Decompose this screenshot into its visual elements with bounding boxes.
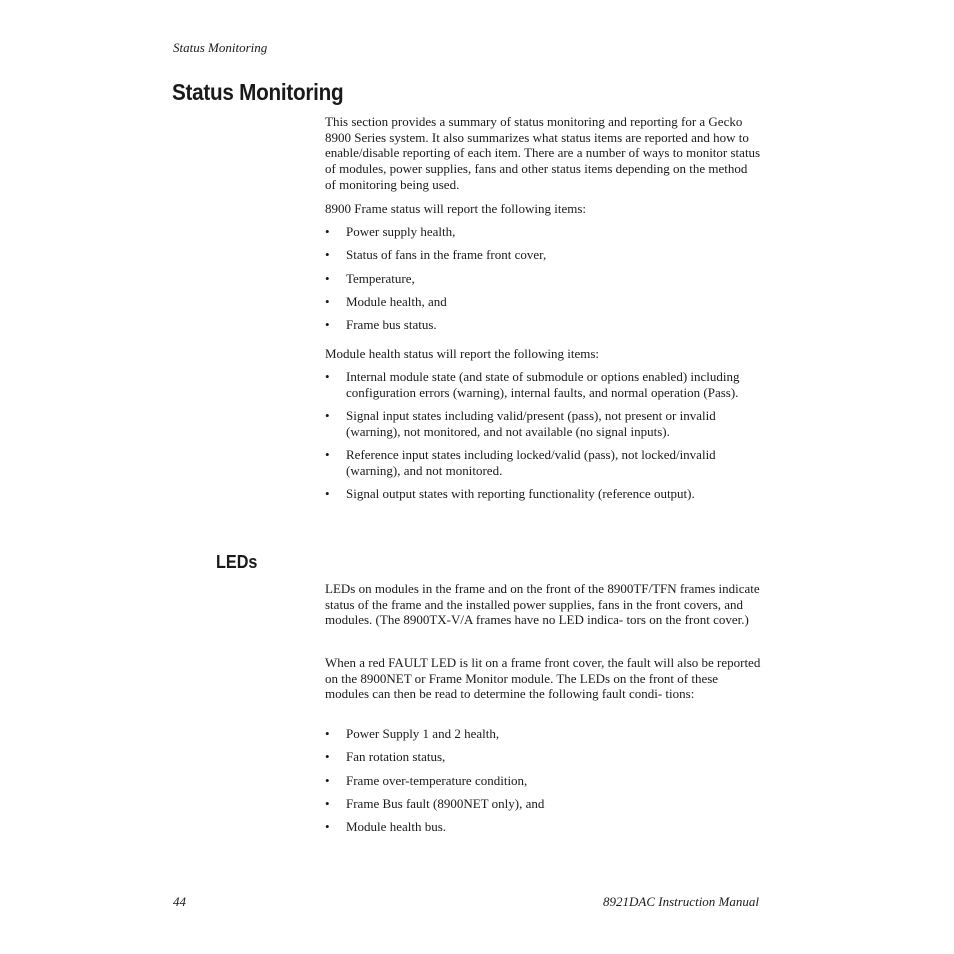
frame-status-intro — [325, 201, 761, 217]
leds-heading: LEDs — [216, 552, 258, 572]
leds-paragraph-2-text: When a red FAULT LED is lit on a frame front cover, the fault will also be reported on the 8900NET or Frame Monitor module. The LEDs on the front of these modules can then be read to determine the following fault condi- tions: — [325, 655, 761, 702]
leds-paragraph-1 — [325, 581, 761, 628]
frame-status-list — [325, 224, 761, 333]
list-item: • Frame Bus fault (8900NET only), and — [325, 796, 761, 812]
leds-paragraph-1-text: LEDs on modules in the frame and on the front of the 8900TF/TFN frames indicate status of the frame and the installed power supplies, fans in the front covers, and modules. (The 8900TX-V/A frames have no LED indica- tors on the front cover.) — [325, 581, 760, 628]
section-title: Status Monitoring — [172, 79, 344, 105]
fault-conditions-list — [325, 726, 761, 835]
list-item: • Fan rotation status, — [325, 749, 761, 765]
module-health-intro-text: Module health status will report the following items: — [325, 346, 600, 361]
leds-paragraph-2 — [325, 655, 761, 702]
intro-paragraph — [325, 114, 761, 193]
frame-status-intro-text: 8900 Frame status will report the following items: — [325, 201, 587, 216]
manual-title: 8921DAC Instruction Manual — [603, 894, 759, 909]
module-health-list — [325, 369, 761, 502]
list-item: • Signal output states with reporting functionality (reference output). — [325, 486, 761, 502]
list-item: • Module health bus. — [325, 819, 761, 835]
module-health-intro — [325, 346, 761, 362]
list-item: • Frame over-temperature condition, — [325, 773, 761, 789]
list-item: • Power supply health, — [325, 224, 761, 240]
list-item: • Reference input states including locked/valid (pass), not locked/invalid (warning), and not monitored. — [325, 447, 761, 478]
running-header: Status Monitoring — [173, 40, 268, 55]
page-number: 44 — [173, 894, 186, 909]
list-item: • Power Supply 1 and 2 health, — [325, 726, 761, 742]
list-item: • Temperature, — [325, 271, 761, 287]
list-item: • Status of fans in the frame front cover, — [325, 247, 761, 263]
list-item: • Module health, and — [325, 294, 761, 310]
list-item: • Signal input states including valid/present (pass), not present or invalid (warning), not monitored, and not available (no signal inputs). — [325, 408, 761, 439]
list-item: • Frame bus status. — [325, 317, 761, 333]
intro-text: This section provides a summary of status monitoring and reporting for a Gecko 8900 Series system. It also summarizes what status items are reported and how to enable/disable reporting of each item. There are a number of ways to monitor status of modules, power supplies, fans and other status items depending on the method of monitoring being used. — [325, 114, 761, 192]
list-item: • Internal module state (and state of submodule or options enabled) including configuration errors (warning), internal faults, and normal operation (Pass). — [325, 369, 761, 400]
